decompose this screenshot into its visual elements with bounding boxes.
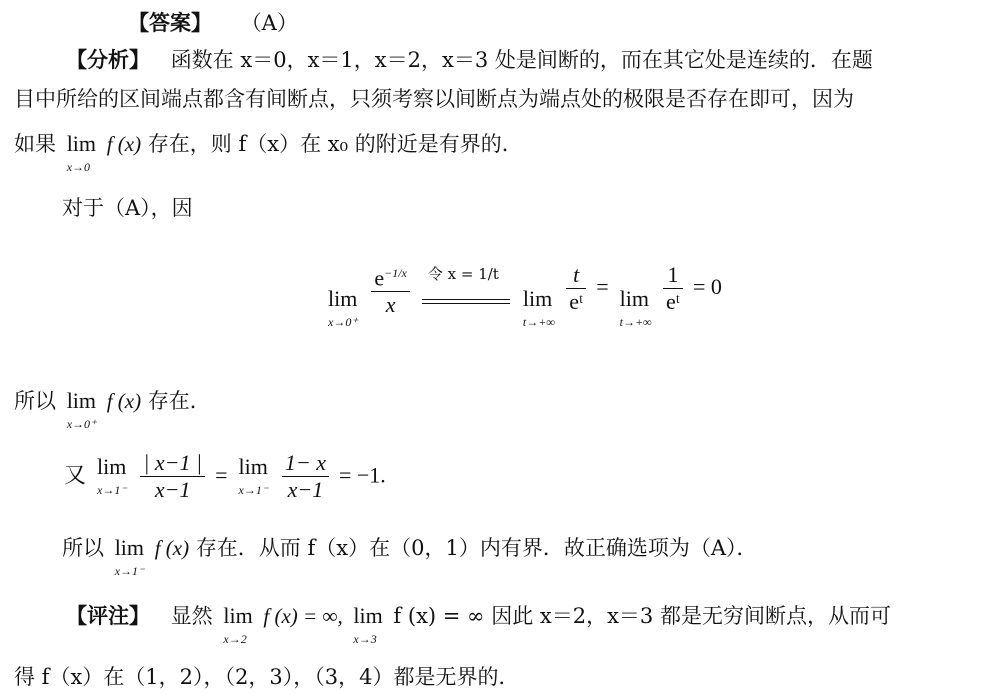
fraction-abs: $\frac{| x-1 |}{x-1}$ — [140, 450, 205, 503]
limit-operator: lim x→0⁺ — [328, 286, 358, 329]
limit-operator: lim x→2 — [223, 603, 253, 646]
answer-label: 【答案】 — [128, 10, 212, 35]
limit-operator: lim x→1⁻ — [114, 535, 145, 578]
limit-operator: lim x→3 — [353, 603, 383, 646]
remark-line-2: 得 f（x）在（1，2），（2，3），（3，4）都是无界的． — [14, 665, 520, 689]
limit-operator: lim x→1⁻ — [238, 454, 269, 497]
remark-label: 【评注】 — [66, 603, 150, 628]
remark-line-1: 【评注】 显然 lim x→2 f (x) = ∞, lim x→3 f (x) = ∞ 因此 x＝2，x＝3 都是无穷间断点，从而可 — [66, 603, 891, 646]
analysis-line-1 — [66, 47, 873, 73]
analysis-line-3 — [14, 131, 523, 174]
analysis-text-1: 函数在 x＝0，x＝1，x＝2，x＝3 处是间断的，而在其它处是连续的．在题 — [170, 48, 873, 72]
analysis-line-2: 目中所给的区间端点都含有间断点，只须考察以间断点为端点处的极限是否存在即可，因为 — [14, 87, 854, 111]
equation-1: lim x→0⁺ $\frac{e^{-1/x}}{x}$ 令 x = 1/t lim t→+∞ $\frac{t}{\text{eᵗ}}$ = lim t→+∞ $\frac{1}{\text{eᵗ}}$ = 0 — [324, 250, 722, 335]
limit-operator: lim t→+∞ — [522, 286, 555, 329]
answer-line — [128, 10, 298, 36]
substitution: 令 x = 1/t — [422, 255, 510, 305]
equation-2: 又 lim x→1⁻ $\frac{| x-1 |}{x-1}$ = lim x→1⁻ $\frac{1- x}{x-1}$ = −1. — [64, 450, 386, 502]
answer-value: （A） — [240, 11, 298, 35]
limit-operator: lim x→1⁻ — [97, 454, 127, 497]
limit-operator: lim x→0 — [66, 131, 97, 174]
case-a-intro: 对于（A），因 — [62, 196, 193, 220]
fraction-linear: $\frac{1- x}{x-1}$ — [282, 450, 329, 503]
analysis-text-3-post: 存在，则 f（x）在 x₀ 的附近是有界的． — [147, 132, 523, 156]
limit-operator: lim t→+∞ — [619, 286, 652, 329]
function-fx: f (x) — [106, 132, 142, 156]
conclusion-1: 所以 lim x→0⁺ f (x) 存在． — [14, 388, 211, 431]
limit-operator: lim x→0⁺ — [66, 388, 97, 431]
analysis-text-3-pre: 如果 — [14, 132, 56, 156]
fraction-t-over-et: $\frac{t}{\text{eᵗ}}$ — [566, 262, 586, 315]
conclusion-2: 所以 lim x→1⁻ f (x) 存在．从而 f（x）在（0，1）内有界．故正确选项为（A）． — [62, 535, 758, 578]
fraction-1-over-et: $\frac{1}{\text{eᵗ}}$ — [663, 262, 683, 315]
analysis-label: 【分析】 — [66, 47, 150, 72]
fraction-exp-over-x: $\frac{e^{-1/x}}{x}$ — [371, 258, 410, 318]
equation-1-result: = 0 — [692, 274, 722, 300]
